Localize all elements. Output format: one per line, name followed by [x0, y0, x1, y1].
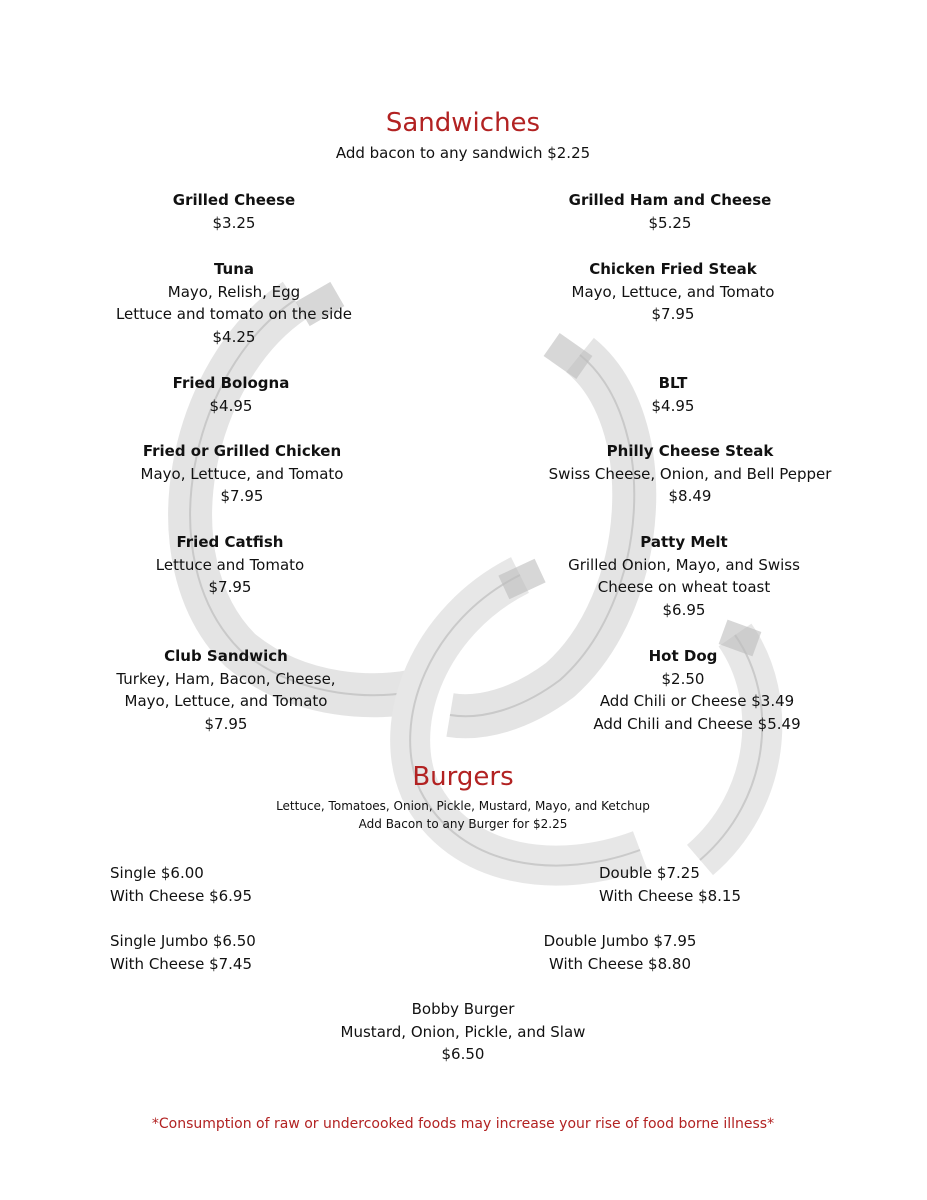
sandwiches-header: [263, 108, 663, 165]
item-name: Grilled Ham and Cheese: [568, 191, 772, 209]
item-price: $5.25: [648, 213, 692, 232]
burgers-toppings: Lettuce, Tomatoes, Onion, Pickle, Mustard, Mayo, and Ketchup: [276, 799, 650, 813]
item-name: Fried Bologna: [172, 374, 290, 392]
menu-item: [473, 258, 873, 326]
item-name: Tuna: [213, 260, 255, 278]
item-name: Grilled Cheese: [172, 191, 296, 209]
burgers-header: [263, 762, 663, 833]
menu-item: [92, 440, 392, 508]
bobby-burger: [313, 998, 613, 1066]
burger-single-jumbo: [110, 930, 256, 975]
item-description: Turkey, Ham, Bacon, Cheese,: [116, 669, 336, 688]
item-name: Philly Cheese Steak: [606, 442, 774, 460]
item-description: Mayo, Lettuce, and Tomato: [140, 464, 344, 483]
item-price: $8.49: [668, 487, 712, 506]
menu-item: [484, 531, 884, 621]
burger-double-jumbo: [520, 930, 720, 975]
item-description: Mayo, Relish, Egg: [167, 282, 301, 301]
item-price: $6.95: [662, 600, 706, 619]
burger-cheese-price: With Cheese $7.45: [110, 954, 253, 973]
item-price: $7.95: [220, 487, 264, 506]
menu-item: [80, 531, 380, 599]
menu-item: [84, 189, 384, 234]
burger-cheese-price: With Cheese $8.15: [599, 886, 742, 905]
item-name: Club Sandwich: [164, 647, 288, 665]
item-price: $4.25: [212, 327, 256, 346]
item-name: Fried Catfish: [176, 533, 284, 551]
item-description: Lettuce and Tomato: [155, 555, 305, 574]
burgers-title: Burgers: [412, 762, 514, 792]
item-price: $7.95: [208, 578, 252, 597]
burgers-bacon-note: Add Bacon to any Burger for $2.25: [358, 817, 568, 831]
item-name: Patty Melt: [640, 533, 728, 551]
item-description: Lettuce and tomato on the side: [115, 305, 353, 324]
menu-item: [497, 645, 897, 735]
burger-cheese-price: With Cheese $6.95: [110, 886, 253, 905]
item-description: Mayo, Lettuce, and Tomato: [124, 692, 328, 711]
item-price: $4.95: [209, 396, 253, 415]
item-description: Grilled Onion, Mayo, and Swiss: [568, 555, 800, 574]
item-price: $7.95: [651, 305, 695, 324]
food-safety-warning-text: *Consumption of raw or undercooked foods may increase your rise of food borne illness*: [151, 1116, 775, 1132]
burger-price: Single Jumbo $6.50: [110, 932, 256, 950]
burger-price: Single $6.00: [110, 864, 204, 882]
menu-item: [470, 189, 870, 234]
food-safety-warning: [63, 1113, 863, 1133]
bobby-burger-price: $6.50: [441, 1045, 485, 1064]
sandwiches-title: Sandwiches: [385, 108, 541, 138]
menu-item: [490, 440, 890, 508]
item-addon: Add Chili and Cheese $5.49: [593, 714, 801, 733]
item-name: Hot Dog: [648, 647, 718, 665]
item-price: $7.95: [204, 714, 248, 733]
menu-item: [81, 372, 381, 417]
item-name: Chicken Fried Steak: [589, 260, 757, 278]
item-name: BLT: [658, 374, 688, 392]
item-name: Fried or Grilled Chicken: [142, 442, 342, 460]
burger-price: Double $7.25: [599, 864, 700, 882]
item-price: $2.50: [661, 669, 705, 688]
burger-double: [599, 862, 741, 907]
burger-price: Double Jumbo $7.95: [543, 932, 697, 950]
bobby-burger-name: Bobby Burger: [411, 1000, 515, 1018]
item-price: $3.25: [212, 213, 256, 232]
burger-cheese-price: With Cheese $8.80: [548, 954, 692, 973]
item-description: Mayo, Lettuce, and Tomato: [571, 282, 775, 301]
item-description: Swiss Cheese, Onion, and Bell Pepper: [548, 464, 832, 483]
menu-item: [84, 258, 384, 348]
menu-item: [76, 645, 376, 735]
item-price: $4.95: [651, 396, 695, 415]
menu-item: [473, 372, 873, 417]
item-addon: Add Chili or Cheese $3.49: [599, 692, 795, 711]
bobby-burger-description: Mustard, Onion, Pickle, and Slaw: [340, 1022, 586, 1041]
item-description: Cheese on wheat toast: [597, 578, 771, 597]
burger-single: [110, 862, 252, 907]
sandwiches-subtitle: Add bacon to any sandwich $2.25: [335, 144, 591, 162]
